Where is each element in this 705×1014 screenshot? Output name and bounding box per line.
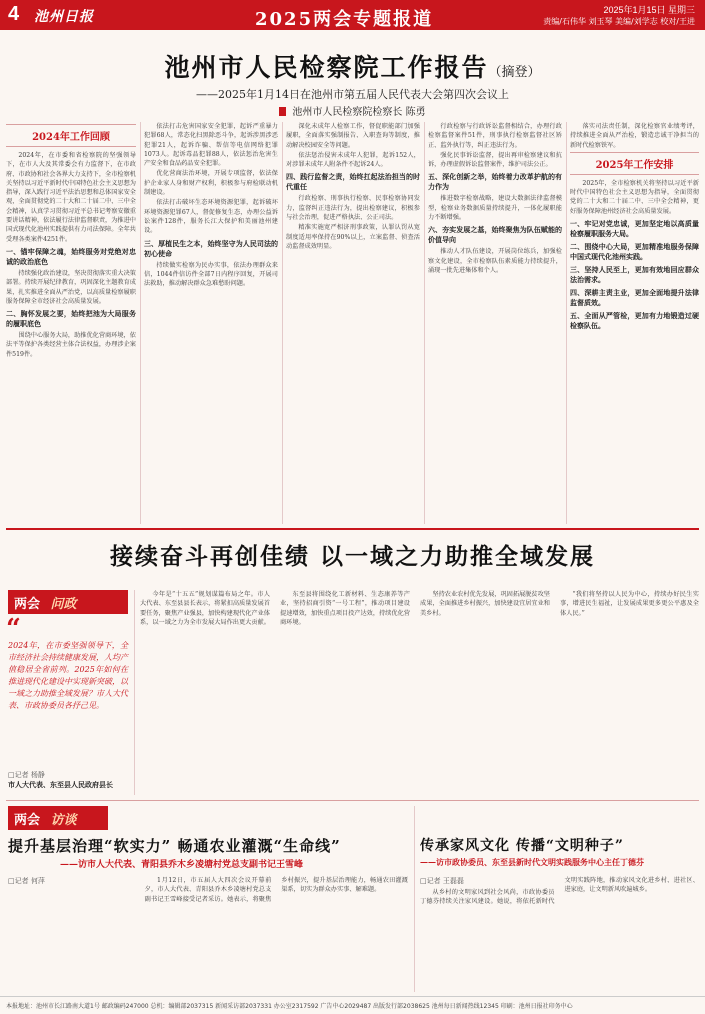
section-heading: 一、锚牢保障之魂，始终服务对党绝对忠诚的政治底色 <box>6 247 136 266</box>
report-column-5 <box>570 122 699 524</box>
paragraph: 2024年，在市委和省检察院的坚强领导下，在市人大及其常委会有力监督下，在市政府、市政协和社会各界大力支持下，全市检察机关坚持以习近平新时代中国特色社会主义思想为指导，深入践行习近平法治思想和总体国家安全观，全面贯彻党的二十大和二十届二中、三中全会精神，认真学习贯彻习近平总书记考察安徽重要讲话精神，依法履行法律监督职责，为推进中国式现代化池州实践提供有力司法保障。全年共受理各类案件4251件。 <box>6 152 136 243</box>
page-footer: 本报地址：池州市长江路南大道1号 邮政编码247000 总机：编辑部2037315 新闻采访部2037331 办公室2317592 广告中心2029487 出版发行部2038625 池州每日新闻热线12345 印刷：池州日报社印务中心 <box>0 996 705 1014</box>
section-heading: 二、胸怀发展之要，始终把池为大局服务的履职底色 <box>6 310 136 329</box>
interview-question: 2024年，在市委坚强领导下，全市经济社会持续健康发展，人均产值稳居全省前列。2025年如何在推进现代化建设中实现新突破，以一域之力助推全域发展？市人大代表、市政协委员各抒己见。 <box>8 641 128 710</box>
paragraph: 依法惩治侵害未成年人犯罪，起诉152人，对涉罪未成年人附条件不起诉24人。 <box>286 151 420 169</box>
report-title-text: 池州市人民检察院工作报告 <box>164 53 489 82</box>
feature-left-title: 提升基层治理“软实力” 畅通农业灌溉“生命线” <box>8 837 341 855</box>
org-marker-icon <box>279 107 286 116</box>
special-report-title: 2025两会专题报道 <box>255 9 434 30</box>
section-divider <box>6 528 699 530</box>
section-heading: 二、围绕中心大局，更加精准地服务保障中国式现代化池州实践。 <box>570 243 699 262</box>
paragraph: “我们将坚持以人民为中心，持续办好民生实事，增进民生福祉，让发展成果更多更公平惠及全体人民。” <box>560 591 699 617</box>
middle-headline: 接续奋斗再创佳绩 以一域之力助推全域发展 <box>109 543 595 570</box>
issue-date: 2025年1月15日 星期三 <box>603 5 695 15</box>
feature-right-body <box>420 876 699 992</box>
section-heading: 六、夯实发展之基，始终聚焦为队伍赋能的价值导向 <box>428 226 562 245</box>
paragraph: 东至县将围绕化工新材料、生态康养等产业，坚持招商引资“一号工程”，推动项目建设提速增效，加快重点项目投产达效，持续优化营商环境。 <box>280 591 410 626</box>
paragraph: 深化未成年人检察工作，督促职能部门加强履职，全面落实强制报告、入职查询等制度，推动解决校园安全等问题。 <box>286 123 420 149</box>
feature-right-subtitle: ——访市政协委员、东至县新时代文明实践服务中心主任丁德芬 <box>420 857 644 867</box>
paragraph: 推进数字检察战略，建设大数据法律监督模型，检察业务数据质量持续提升，一体化履职能力不断增强。 <box>428 195 562 222</box>
paragraph: 依法打击危害国家安全犯罪，起诉严重暴力犯罪68人，常态化扫黑除恶斗争，起诉涉黑涉恶犯罪21人，起诉诈骗、帮信等电信网络犯罪1073人。起诉毒品犯罪88人，依法惩治危害生产安全和食品药品安全犯罪。 <box>144 123 278 168</box>
paragraph: 落实司法责任制，深化检察官业绩考评，持续推进全面从严治检，锻造忠诚干净担当的新时代检察铁军。 <box>570 123 699 149</box>
wenzheng-tag <box>8 590 128 614</box>
reporter-block <box>8 770 128 790</box>
reporter-byline: □记者 杨静 <box>8 771 45 779</box>
interview-column-3 <box>420 590 550 795</box>
column-divider <box>424 122 425 524</box>
paragraph: 围绕中心服务大局，助推优化营商环境，依法平等保护各类经营主体合法权益，办理涉企案件519件。 <box>6 332 136 358</box>
paragraph: 行政检察与行政诉讼监督相结合，办理行政检察监督案件51件，刑事执行检察监督社区矫正、监外执行等，纠正违法行为。 <box>428 123 562 149</box>
tag-word: 访谈 <box>50 813 77 828</box>
plan-heading: 2025年工作安排 <box>570 152 699 175</box>
tag-word: 问政 <box>50 597 77 612</box>
report-org <box>0 103 705 118</box>
interview-column-1 <box>140 590 270 795</box>
paragraph: 优化营商法治环境，开展专项监督，依法保护企业家人身和财产权利，积极参与府检联动机制建设。 <box>144 170 278 197</box>
interview-column-2 <box>280 590 410 795</box>
page-number: 4 <box>8 3 20 25</box>
column-divider <box>282 122 283 524</box>
report-column-2 <box>144 122 278 524</box>
feature-right-title: 传承家风文化 传播“文明种子” <box>420 838 624 854</box>
paragraph: 2025年，全市检察机关将坚持以习近平新时代中国特色社会主义思想为指导，全面贯彻党的二十大和二十届二中、三中全会精神，更好服务保障池州经济社会高质量发展。 <box>570 179 699 215</box>
review-heading: 2024年工作回顾 <box>6 124 136 147</box>
column-divider <box>566 122 567 524</box>
paragraph: 持续做实检察为民办实事，依法办理群众来信，1044件信访件全部7日内程序回复，开展司法救助，推动解决群众急难愁盼问题。 <box>144 261 278 288</box>
section-heading: 三、厚植民生之本，始终坚守为人民司法的初心使命 <box>144 239 278 258</box>
report-column-4 <box>428 122 562 524</box>
section-heading: 三、坚持人民至上，更加有效地回应群众法治需求。 <box>570 266 699 285</box>
report-column-1 <box>6 122 136 524</box>
paragraph: 强化民事诉讼监督，提出再审检察建议和抗诉，办理虚假诉讼监督案件，维护司法公正。 <box>428 151 562 169</box>
reporter-byline: □记者 王磊磊 <box>420 877 464 885</box>
paragraph: 1月12日，市五届人大四次会议开幕前夕，市人大代表、青阳县乔木乡凌塘村党总支副书记王雪峰接受记者采访。她表示，将聚焦乡村振兴，提升基层治理能力，畅通农田灌溉渠系，切实为群众办实事、解难题。 <box>144 877 408 903</box>
section-heading: 四、践行监督之责，始终扛起法治担当的时代重任 <box>286 173 420 192</box>
editors-line: 责编/石伟华 刘玉琴 美编/刘学志 校对/王进 <box>543 17 695 26</box>
fangtan-tag <box>8 806 108 830</box>
section-divider <box>6 800 699 801</box>
section-heading: 五、全面从严管检，更加有力地锻造过硬检察队伍。 <box>570 312 699 331</box>
report-subtitle: ——2025年1月14日在池州市第五届人民代表大会第四次会议上 <box>196 88 509 101</box>
paragraph: 今年是“十五五”规划谋篇布局之年。市人大代表、东至县县长表示，将紧扣高质量发展首要任务，聚焦产业强县，加快构建现代化产业体系，以一域之力为全市发展大局作出更大贡献。 <box>140 591 270 626</box>
paragraph: 坚持农业农村优先发展，巩固拓展脱贫攻坚成果，全面推进乡村振兴，加快建设宜居宜业和美乡村。 <box>420 591 550 617</box>
interview-column-4 <box>560 590 699 795</box>
column-divider <box>414 806 415 992</box>
paragraph: 持续强化政治建设，坚决贯彻落实重大决策部署。持续开展纪律教育，巩固深化主题教育成果，扎实推进全面从严治党，以高质量检察履职服务保障全市经济社会高质量发展。 <box>6 269 136 305</box>
interviewee-title: 市人大代表、东至县人民政府县长 <box>8 781 113 789</box>
section-heading: 四、深耕主责主业，更加全面地提升法律监督质效。 <box>570 289 699 308</box>
column-divider <box>140 122 141 524</box>
quote-icon: “ <box>6 614 21 644</box>
section-heading: 一、牢记对党忠诚，更加坚定地以高质量检察履职服务大局。 <box>570 220 699 239</box>
section-heading: 五、深化创新之举，始终着力改革护航的有力作为 <box>428 173 562 192</box>
paragraph: 推动人才队伍建设，开展岗位练兵，加强检察文化建设，全市检察队伍素质能力持续提升，涌现一批先进集体和个人。 <box>428 248 562 274</box>
paragraph: 行政检察、刑事执行检察、民事检察协同发力，监督纠正违法行为，提出检察建议，积极参与社会治理，促进严格执法、公正司法。 <box>286 195 420 222</box>
reporter-byline: □记者 何萍 <box>8 877 45 885</box>
column-divider <box>134 590 135 795</box>
feature-left-body <box>8 876 408 992</box>
report-column-3 <box>286 122 420 524</box>
report-title <box>0 48 705 84</box>
tag-label: 两会 <box>14 813 45 828</box>
newspaper-brand: 池州日报 <box>34 9 94 25</box>
paragraph: 精准实施宽严相济刑事政策，认罪认罚从宽制度适用率保持在90%以上，立案监督、侦查活动监督成效明显。 <box>286 224 420 250</box>
masthead <box>0 0 705 30</box>
feature-left-subtitle: ——访市人大代表、青阳县乔木乡凌塘村党总支副书记王雪峰 <box>60 860 304 870</box>
report-title-note: （摘登） <box>488 65 541 80</box>
tag-label: 两会 <box>14 597 45 612</box>
paragraph: 依法打击破坏生态环境资源犯罪，起诉破坏环境资源犯罪67人，督促修复生态，办理公益诉讼案件128件，服务长江大保护和美丽池州建设。 <box>144 199 278 235</box>
paragraph: 从乡村的文明家风到社会风尚，市政协委员丁德芬持续关注家风建设。她说，将依托新时代文明实践阵地，推动家风文化进乡村、进社区、进家庭，让文明新风吹遍城乡。 <box>420 877 699 906</box>
report-org-text: 池州市人民检察院检察长 陈勇 <box>292 107 426 118</box>
